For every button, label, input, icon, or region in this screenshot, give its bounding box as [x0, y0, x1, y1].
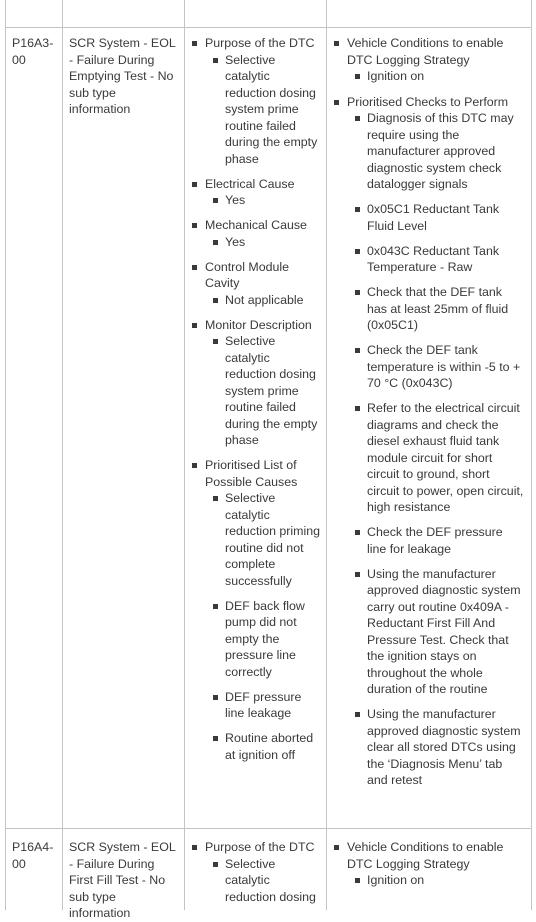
row-divider-top: [5, 27, 532, 28]
dtc-description: SCR System - EOL - Failure During Emptying Test - No sub type information: [69, 36, 176, 116]
action-item: Using the manufacturer approved diagnostic system carry out routine 0x409A - Reductant First Fill And Pressure Test. Check that the ignition stays on throughout the whole duration of the routine: [347, 566, 525, 698]
dtc-description-cell: [69, 839, 179, 922]
dtc-details-cell: [191, 839, 322, 905]
detail-label: Prioritised List of Possible Causes: [205, 458, 298, 489]
row-divider-bottom: [5, 828, 532, 829]
column-divider-1: [62, 0, 63, 910]
dtc-details-cell: [191, 35, 322, 763]
dtc-code-cell: [12, 839, 58, 872]
action-label: Vehicle Conditions to enable DTC Logging Strategy: [347, 36, 504, 67]
action-logging-conditions: [333, 35, 525, 85]
action-prioritised-checks: [333, 94, 525, 789]
dtc-code: P16A3-00: [12, 36, 54, 67]
action-item: Check that the DEF tank has at least 25mm of fluid (0x05C1): [347, 284, 525, 334]
action-item: Check the DEF tank temperature is within -5 to + 70 °C (0x043C): [347, 342, 525, 392]
detail-item: Selective catalytic reduction dosing: [205, 856, 322, 906]
detail-label: Purpose of the DTC: [205, 840, 315, 854]
detail-electrical-cause: [191, 176, 322, 209]
detail-item: Yes: [205, 192, 322, 209]
action-item: Diagnosis of this DTC may require using the manufacturer approved diagnostic system check datalogger signals: [347, 110, 525, 193]
dtc-actions-cell: [333, 35, 525, 789]
dtc-actions-cell: [333, 839, 525, 889]
detail-mechanical-cause: [191, 217, 322, 250]
detail-item: Selective catalytic reduction priming routine did not complete successfully: [205, 490, 322, 589]
detail-item: Routine aborted at ignition off: [205, 730, 322, 763]
column-divider-right: [531, 0, 532, 910]
action-item: 0x05C1 Reductant Tank Fluid Level: [347, 201, 525, 234]
column-divider-left: [5, 0, 6, 910]
column-divider-2: [184, 0, 185, 910]
action-item: Ignition on: [347, 872, 525, 889]
detail-possible-causes: [191, 457, 322, 763]
detail-label: Control Module Cavity: [205, 259, 290, 290]
detail-label: Electrical Cause: [205, 176, 295, 191]
detail-item: Selective catalytic reduction dosing system prime routine failed during the empty phase: [205, 52, 322, 168]
dtc-code-cell: [12, 35, 58, 68]
action-logging-conditions: [333, 839, 525, 889]
action-item: Check the DEF pressure line for leakage: [347, 524, 525, 557]
detail-purpose: [191, 35, 322, 167]
detail-item: Yes: [205, 234, 322, 251]
action-item: Ignition on: [347, 68, 525, 85]
detail-label: Mechanical Cause: [205, 218, 307, 232]
detail-purpose: [191, 839, 322, 905]
dtc-description: SCR System - EOL - Failure During First Fill Test - No sub type information: [69, 840, 176, 920]
detail-item: DEF back flow pump did not empty the pressure line correctly: [205, 598, 322, 681]
detail-label: Monitor Description: [205, 317, 312, 332]
detail-monitor-description: [191, 317, 322, 449]
column-divider-3: [326, 0, 327, 910]
action-label: Prioritised Checks to Perform: [347, 94, 509, 109]
action-label: Vehicle Conditions to enable DTC Logging Strategy: [347, 840, 504, 871]
detail-item: Not applicable: [205, 292, 322, 309]
action-item: 0x043C Reductant Tank Temperature - Raw: [347, 243, 525, 276]
action-item: Using the manufacturer approved diagnostic system clear all stored DTCs using the ‘Diagnosis Menu’ tab and retest: [347, 706, 525, 789]
detail-control-module-cavity: [191, 259, 322, 309]
detail-label: Purpose of the DTC: [205, 36, 315, 50]
dtc-code: P16A4-00: [12, 840, 54, 871]
detail-item: Selective catalytic reduction dosing system prime routine failed during the empty phase: [205, 333, 322, 449]
action-item: Refer to the electrical circuit diagrams and check the diesel exhaust fluid tank module circuit for short circuit to ground, short circuit to power, open circuit, high resistance: [347, 400, 525, 516]
detail-item: DEF pressure line leakage: [205, 689, 322, 722]
dtc-description-cell: [69, 35, 179, 118]
